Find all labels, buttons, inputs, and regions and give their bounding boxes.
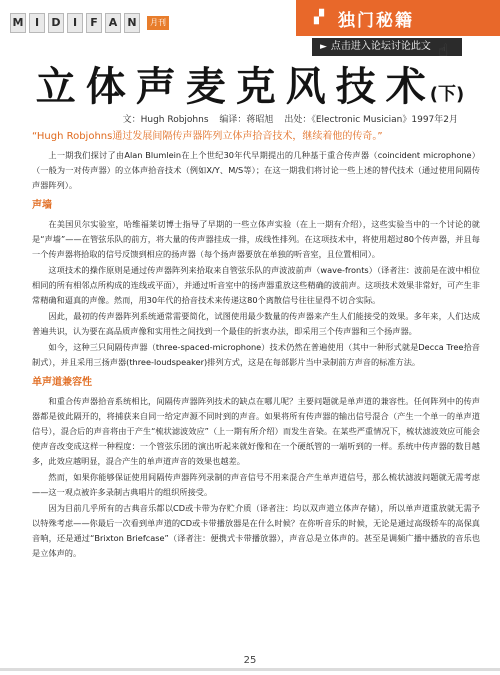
brand-letters xyxy=(10,13,143,33)
body-paragraph: 因此，最初的传声器阵列系统通常需要简化，试图使用最少数量的传声器来产生人们能接受的效果。多年来，人们达成普遍共识，认为要在高品质声像和实用性之间找到一个最佳的折衷办法，即采用三个传声器和三个扬声器。 xyxy=(32,311,480,336)
brand-letter: M xyxy=(10,13,26,33)
body-paragraph: 在美国贝尔实验室，哈维福莱切博士指导了早期的一些立体声实验（在上一期有介绍），这些实验当中的一个讨论的就是“声墙”——在管弦乐队的前方，将大量的传声器挂成一排，成线性排列。在这项技术中，将使用超过80个传声器，并且每一个传声器将拾取的信号反馈到相应的扬声器（每个扬声器要放在单独的听音室，且位置相同）。 xyxy=(32,219,480,259)
article-body xyxy=(32,130,480,562)
arrow-right-icon: ► xyxy=(320,42,327,52)
section-heading: 声墙 xyxy=(32,200,52,211)
article-title-row xyxy=(0,62,500,112)
byline-author: 文：Hugh Robjohns xyxy=(122,115,209,125)
body-paragraph: 因为目前几乎所有的古典音乐都以CD或卡带为存贮介质（译者注：均以双声道立体声存储），所以单声道重放就无需予以特殊考虑——你最后一次看到单声道的CD或卡带播放器是在什么时候？在你听音乐的时候，无论是通过高级轿车的高保真音响，还是通过“Brixton Briefcase”（译者注：便携式卡带播放器），声音总是立体声的。甚至是调频广播中播放的音乐也是立体声的。 xyxy=(32,503,480,558)
column-deco-icon: ▞ xyxy=(314,10,324,25)
article-part-label: (下) xyxy=(429,84,465,105)
body-paragraph: 如今，这种三只间隔传声器（three-spaced-microphone）技术仍然在普遍使用（其中一种形式就是Decca Tree拾音制式），并且采用三扬声器(three-loudspeaker)排列方式，这是在每部影片当中录制前方声音的标准方法。 xyxy=(32,342,480,367)
brand-letter: D xyxy=(48,13,64,33)
brand-letter: I xyxy=(67,13,83,33)
brand-letter: N xyxy=(124,13,140,33)
body-paragraph: 这项技术的操作原则是通过传声器阵列来拾取来自管弦乐队的声波波前声（wave-fronts）（译者注：波前是在波中相位相同的所有相邻点所构成的连线或平面），并通过听音室中的扬声器重放这些精确的波前声。这项技术效果非常好，可产生非常精确和逼真的声像。然而，用30年代的拾音技术来传递这80个离散信号往往显得不切合实际。 xyxy=(32,265,480,305)
byline-source: 出处：《Electronic Musician》1997年2月 xyxy=(284,115,458,125)
page-header xyxy=(0,0,500,61)
section-heading: 单声道兼容性 xyxy=(32,377,92,388)
page-number: 25 xyxy=(243,655,257,666)
body-paragraph: 然而，如果你能够保证使用间隔传声器阵列录制的声音信号不用来混合产生单声道信号，那么梳状滤波问题就无需考虑——这一观点被许多录制古典唱片的组织所接受。 xyxy=(32,472,480,497)
article-title: 立体声麦克风技术 xyxy=(35,63,436,110)
article-lead: “Hugh Robjohns通过发展间隔传声器阵列立体声拾音技术，继续着他的传奇。” xyxy=(32,131,383,142)
monthly-badge: 月刊 xyxy=(147,16,169,30)
article-byline xyxy=(115,112,458,125)
pointer-hand-icon: ☝ xyxy=(438,41,449,61)
intro-paragraph: 上一期我们探讨了由Alan Blumlein在上个世纪30年代早期提出的几种基于重合传声器（coincident microphone）（一般为一对传声器）的立体声拾音技术（例如X/Y、M/S等）；在这一期我们将讨论一些上述的替代技术（通过使用间隔传声器阵列）。 xyxy=(32,150,480,190)
brand-letter: F xyxy=(86,13,102,33)
brand-letter: A xyxy=(105,13,121,33)
midifan-logo xyxy=(10,13,169,33)
column-title: 独门秘籍 xyxy=(338,10,414,31)
column-tab xyxy=(296,0,500,36)
byline-editor: 编译：蒋昭旭 xyxy=(219,115,274,125)
footer-rule xyxy=(0,668,500,671)
body-paragraph: 和重合传声器拾音系统相比，间隔传声器阵列技术的缺点在哪儿呢？主要问题就是单声道的兼容性。任何阵列中的传声器都是彼此隔开的，将捕获来自同一给定声源不同时到的声音。如果将所有传声器的输出信号混合（产生一个单一的单声道信号），混合后的声音将由于产生“梳状滤波效应”（上一期有所介绍）而发生音染。在某些严重情况下，梳状滤波效应可能会使声音改变成这样一种程度：一个管弦乐团的演出听起来就好像和在一个硬纸管的一端听到的一样。系统中传声器的数目越多，此效应越明显，混合产生的单声道声音的效果也越差。 xyxy=(32,396,480,466)
forum-link-label: 点击进入论坛讨论此文 xyxy=(330,41,431,52)
brand-letter: I xyxy=(29,13,45,33)
